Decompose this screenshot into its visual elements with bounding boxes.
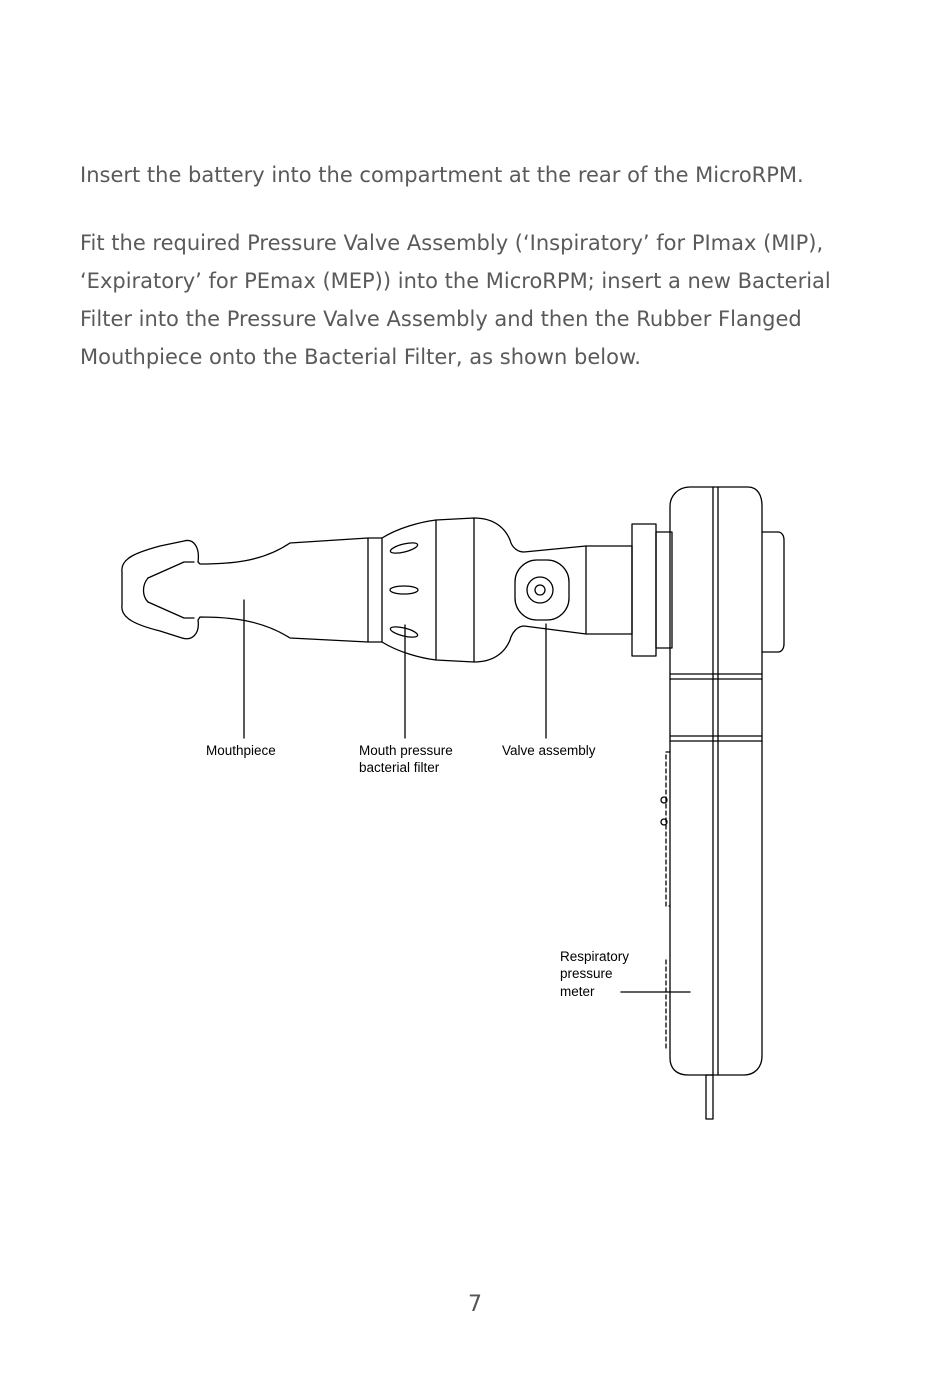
pressure-meter-drawing [661, 487, 784, 1119]
label-meter-line2: pressure [560, 966, 613, 981]
label-filter-line2: bacterial filter [359, 760, 440, 775]
device-diagram [0, 470, 950, 1140]
label-valve-assembly: Valve assembly [502, 743, 596, 758]
mouthpiece-drawing [122, 538, 368, 642]
label-filter-line1: Mouth pressure [359, 743, 453, 758]
label-meter-line3: meter [560, 984, 595, 999]
label-mouthpiece: Mouthpiece [206, 743, 276, 758]
bacterial-filter-drawing [368, 518, 510, 662]
label-meter-line1: Respiratory [560, 949, 630, 964]
page-number: 7 [468, 1292, 482, 1317]
paragraph-battery: Insert the battery into the compartment at the rear of the MicroRPM. [80, 163, 804, 187]
paragraph-valve-assembly: Fit the required Pressure Valve Assembly (‘Inspiratory’ for PImax (MIP), ‘Expiratory’ for PEmax (MEP)) into the MicroRPM; insert a new Bacterial Filter into the Pressure Valve Assembly and then the Rubber Flanged Mouthpiece onto the Bacterial Filter, as shown below. [80, 231, 831, 369]
valve-assembly-drawing [510, 524, 672, 656]
